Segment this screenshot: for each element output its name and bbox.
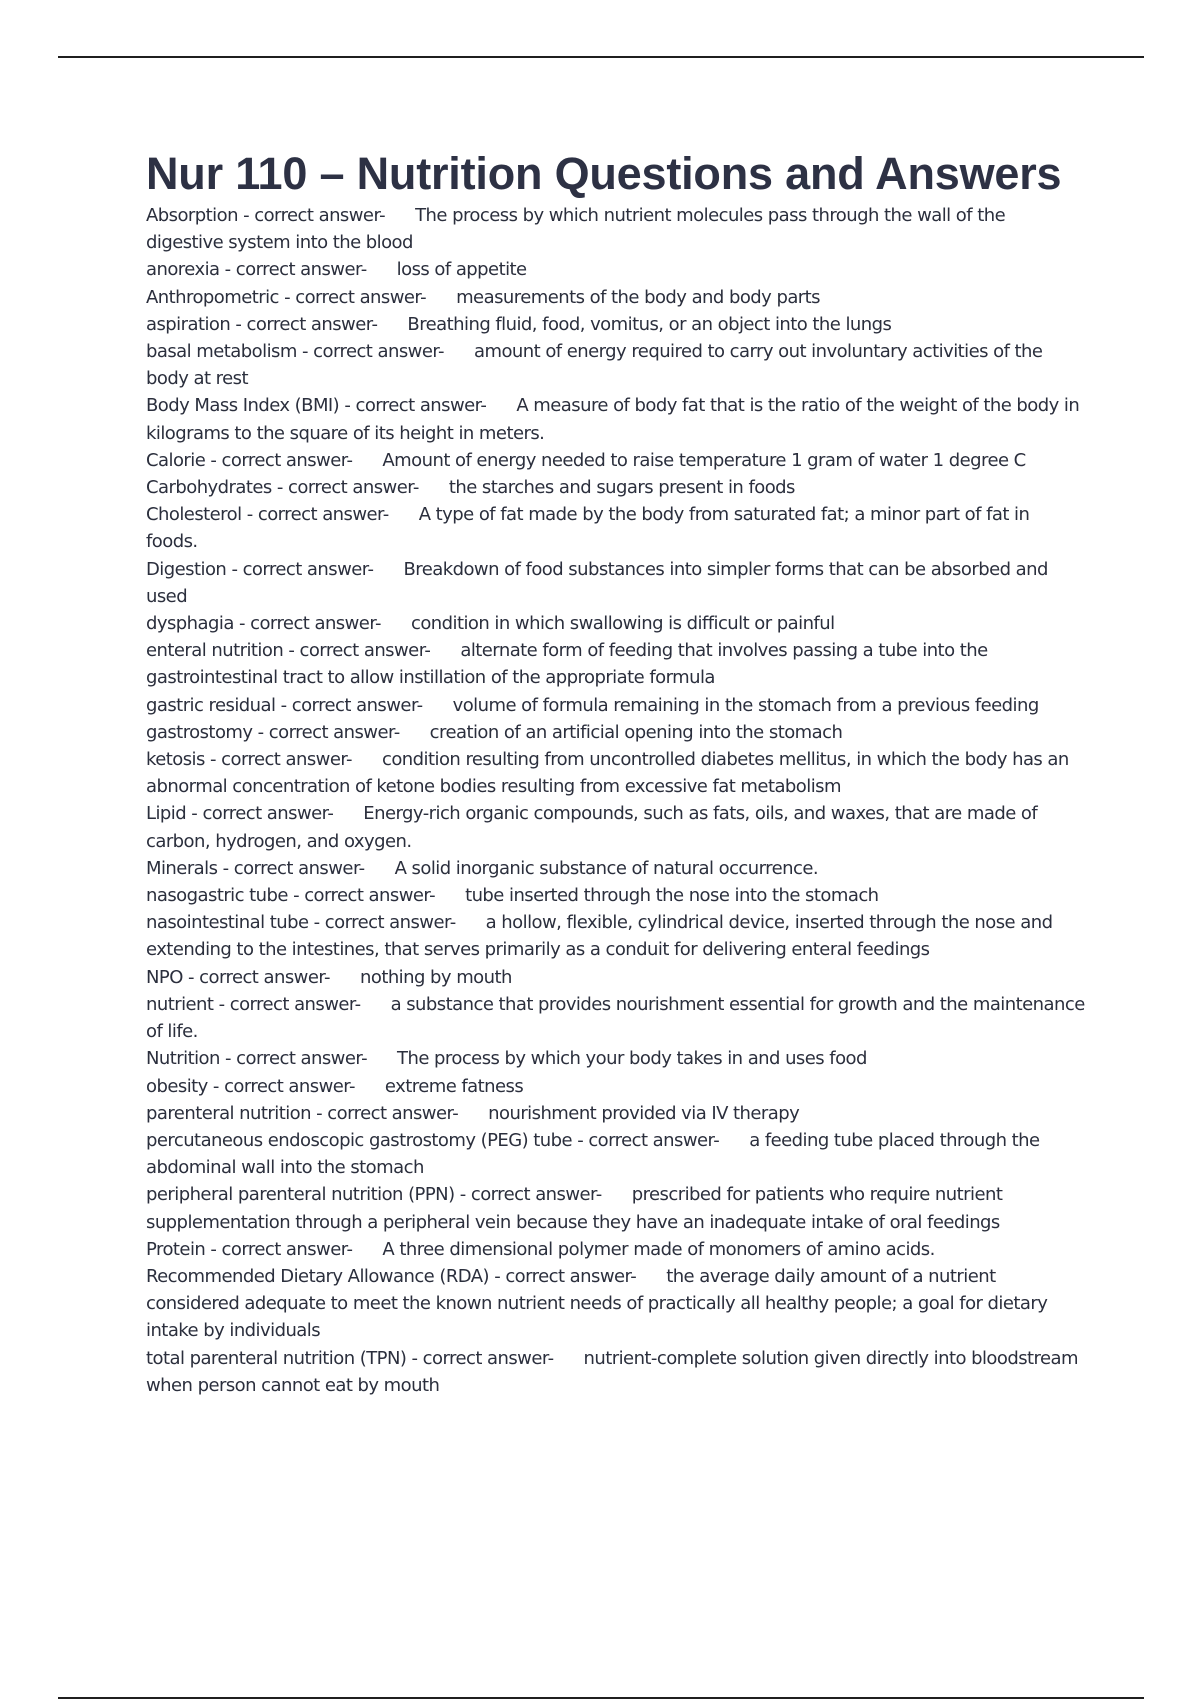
qa-entry — [146, 1345, 1086, 1399]
qa-answer-label: correct answer- — [221, 449, 353, 471]
qa-answer-label: correct answer- — [233, 857, 365, 879]
qa-answer-label: correct answer- — [221, 749, 352, 771]
qa-term: parenteral nutrition - — [146, 1103, 327, 1124]
qa-entry — [146, 1263, 1086, 1345]
qa-definition: Amount of energy needed to raise temperature 1 gram of water 1 degree C — [382, 449, 1026, 471]
qa-term: dysphagia - — [146, 613, 250, 634]
qa-definition: Energy-rich organic compounds, such as fats, oils, and waxes, that are made of carbon, hydrogen, and oxygen. — [146, 803, 1038, 852]
qa-term: anorexia - — [146, 259, 236, 280]
qa-definition: prescribed for patients who require nutrient supplementation through a peripheral vein because they have an inadequate intake of oral feedings — [146, 1184, 1003, 1233]
qa-term: aspiration - — [146, 314, 247, 335]
qa-entry — [146, 256, 1086, 283]
qa-term: basal metabolism - — [146, 341, 313, 362]
qa-term: Protein - — [146, 1239, 222, 1260]
qa-definition: the starches and sugars present in foods — [448, 477, 795, 499]
qa-entry — [146, 284, 1086, 311]
qa-answer-label: correct answer- — [422, 1347, 554, 1369]
qa-answer-label: correct answer- — [224, 1075, 355, 1097]
qa-term: Minerals - — [146, 858, 234, 879]
qa-term: Nutrition - — [146, 1048, 236, 1069]
qa-term: Carbohydrates - — [146, 477, 288, 498]
qa-answer-label: correct answer- — [268, 721, 400, 743]
qa-term: gastric residual - — [146, 695, 292, 716]
qa-term: obesity - — [146, 1076, 224, 1097]
qa-answer-label: correct answer- — [470, 1184, 602, 1206]
qa-term: nasogastric tube - — [146, 885, 304, 906]
qa-term: percutaneous endoscopic gastrostomy (PEG) tube - — [146, 1130, 588, 1151]
qa-answer-label: correct answer- — [313, 341, 444, 363]
qa-definition: measurements of the body and body parts — [456, 286, 820, 308]
qa-entry — [146, 501, 1086, 555]
qa-definition: a substance that provides nourishment essential for growth and the maintenance of life. — [146, 993, 1085, 1043]
qa-answer-label: correct answer- — [235, 259, 367, 281]
qa-entry — [146, 1236, 1086, 1263]
qa-definition: A measure of body fat that is the ratio of the weight of the body in kilograms to the square of its height in meters. — [146, 395, 1080, 444]
qa-definition: Breathing fluid, food, vomitus, or an object into the lungs — [407, 313, 892, 335]
qa-answer-label: correct answer- — [588, 1129, 720, 1151]
qa-definition: A three dimensional polymer made of monomers of amino acids. — [382, 1238, 935, 1260]
qa-answer-label: correct answer- — [221, 1238, 353, 1260]
qa-term: Cholesterol - — [146, 504, 258, 525]
qa-answer-label: correct answer- — [291, 694, 423, 716]
qa-entry — [146, 556, 1086, 610]
qa-entry — [146, 338, 1086, 392]
qa-list — [146, 202, 1086, 1399]
qa-answer-label: correct answer- — [299, 640, 431, 662]
qa-definition: condition resulting from uncontrolled diabetes mellitus, in which the body has an abnormal concentration of ketone bodies resulting from excessive fat metabolism — [146, 749, 1069, 798]
qa-term: Anthropometric - — [146, 287, 295, 308]
qa-entry — [146, 447, 1086, 474]
qa-answer-label: correct answer- — [242, 558, 374, 580]
qa-answer-label: correct answer- — [202, 803, 334, 825]
qa-term: Recommended Dietary Allowance (RDA) - — [146, 1266, 505, 1287]
qa-definition: the average daily amount of a nutrient considered adequate to meet the known nutrient needs of practically all healthy people; a goal for dietary intake by individuals — [146, 1265, 1048, 1342]
qa-answer-label: correct answer- — [199, 966, 330, 988]
qa-answer-label: correct answer- — [236, 1048, 368, 1070]
qa-entry — [146, 746, 1086, 800]
qa-definition: condition in which swallowing is difficult or painful — [410, 613, 835, 635]
qa-term: gastrostomy - — [146, 722, 269, 743]
qa-definition: creation of an artificial opening into the stomach — [429, 721, 843, 743]
qa-entry — [146, 474, 1086, 501]
qa-term: nasointestinal tube - — [146, 912, 325, 933]
qa-answer-label: correct answer- — [327, 1102, 459, 1124]
qa-answer-label: correct answer- — [288, 477, 419, 499]
qa-entry — [146, 692, 1086, 719]
qa-answer-label: correct answer- — [229, 993, 361, 1015]
qa-entry — [146, 610, 1086, 637]
qa-entry — [146, 909, 1086, 963]
qa-term: ketosis - — [146, 749, 221, 770]
qa-definition: tube inserted through the nose into the stomach — [465, 885, 879, 907]
qa-definition: volume of formula remaining in the stomach from a previous feeding — [452, 694, 1039, 716]
qa-definition: A type of fat made by the body from saturated fat; a minor part of fat in foods. — [146, 504, 1030, 553]
qa-answer-label: correct answer- — [257, 504, 389, 526]
qa-answer-label: correct answer- — [254, 205, 386, 226]
qa-entry — [146, 1100, 1086, 1127]
qa-definition: amount of energy required to carry out involuntary activities of the body at rest — [146, 341, 1043, 390]
qa-entry — [146, 1045, 1086, 1072]
qa-term: Absorption - — [146, 205, 254, 226]
qa-term: Digestion - — [146, 559, 243, 580]
qa-answer-label: correct answer- — [246, 313, 378, 335]
qa-entry — [146, 311, 1086, 338]
qa-entry — [146, 964, 1086, 991]
qa-definition: a feeding tube placed through the abdominal wall into the stomach — [146, 1129, 1040, 1179]
qa-answer-label: correct answer- — [295, 286, 427, 308]
qa-entry — [146, 1073, 1086, 1100]
qa-entry — [146, 991, 1086, 1045]
qa-definition: The process by which nutrient molecules pass through the wall of the digestive system into the blood — [146, 205, 1006, 254]
qa-entry — [146, 392, 1086, 446]
qa-definition: nourishment provided via IV therapy — [488, 1102, 800, 1124]
qa-answer-label: correct answer- — [250, 613, 381, 635]
qa-term: Body Mass Index (BMI) - — [146, 395, 355, 416]
qa-definition: The process by which your body takes in and uses food — [397, 1048, 867, 1070]
bottom-rule — [58, 1697, 1144, 1699]
qa-term: NPO - — [146, 967, 199, 988]
qa-entry — [146, 855, 1086, 882]
top-rule — [58, 56, 1144, 58]
qa-entry — [146, 637, 1086, 691]
qa-entry — [146, 719, 1086, 746]
qa-term: nutrient - — [146, 994, 230, 1015]
qa-term: enteral nutrition - — [146, 640, 299, 661]
qa-term: Lipid - — [146, 803, 202, 824]
qa-answer-label: correct answer- — [505, 1265, 637, 1287]
document-title: Nur 110 – Nutrition Questions and Answers — [146, 148, 1062, 199]
qa-entry — [146, 202, 1086, 256]
qa-term: Calorie - — [146, 450, 222, 471]
qa-definition: alternate form of feeding that involves passing a tube into the gastrointestinal tract to allow instillation of the appropriate formula — [146, 640, 988, 689]
qa-definition: A solid inorganic substance of natural occurrence. — [394, 857, 819, 879]
qa-answer-label: correct answer- — [324, 912, 456, 934]
qa-term: total parenteral nutrition (TPN) - — [146, 1348, 423, 1369]
qa-entry — [146, 1127, 1086, 1181]
qa-definition: Breakdown of food substances into simpler forms that can be absorbed and used — [146, 558, 1048, 607]
qa-entry — [146, 882, 1086, 909]
qa-entry — [146, 1181, 1086, 1235]
qa-definition: nothing by mouth — [360, 966, 512, 988]
qa-entry — [146, 800, 1086, 854]
qa-answer-label: correct answer- — [304, 885, 436, 907]
qa-answer-label: correct answer- — [355, 395, 487, 417]
qa-definition: extreme fatness — [384, 1075, 524, 1097]
qa-term: peripheral parenteral nutrition (PPN) - — [146, 1184, 471, 1205]
document-body — [146, 145, 1086, 1399]
qa-definition: loss of appetite — [396, 259, 527, 281]
qa-definition: nutrient-complete solution given directly into bloodstream when person cannot eat by mouth — [146, 1347, 1079, 1396]
qa-definition: a hollow, flexible, cylindrical device, inserted through the nose and extending to the intestines, that serves primarily as a conduit for delivering enteral feedings — [146, 912, 1053, 961]
